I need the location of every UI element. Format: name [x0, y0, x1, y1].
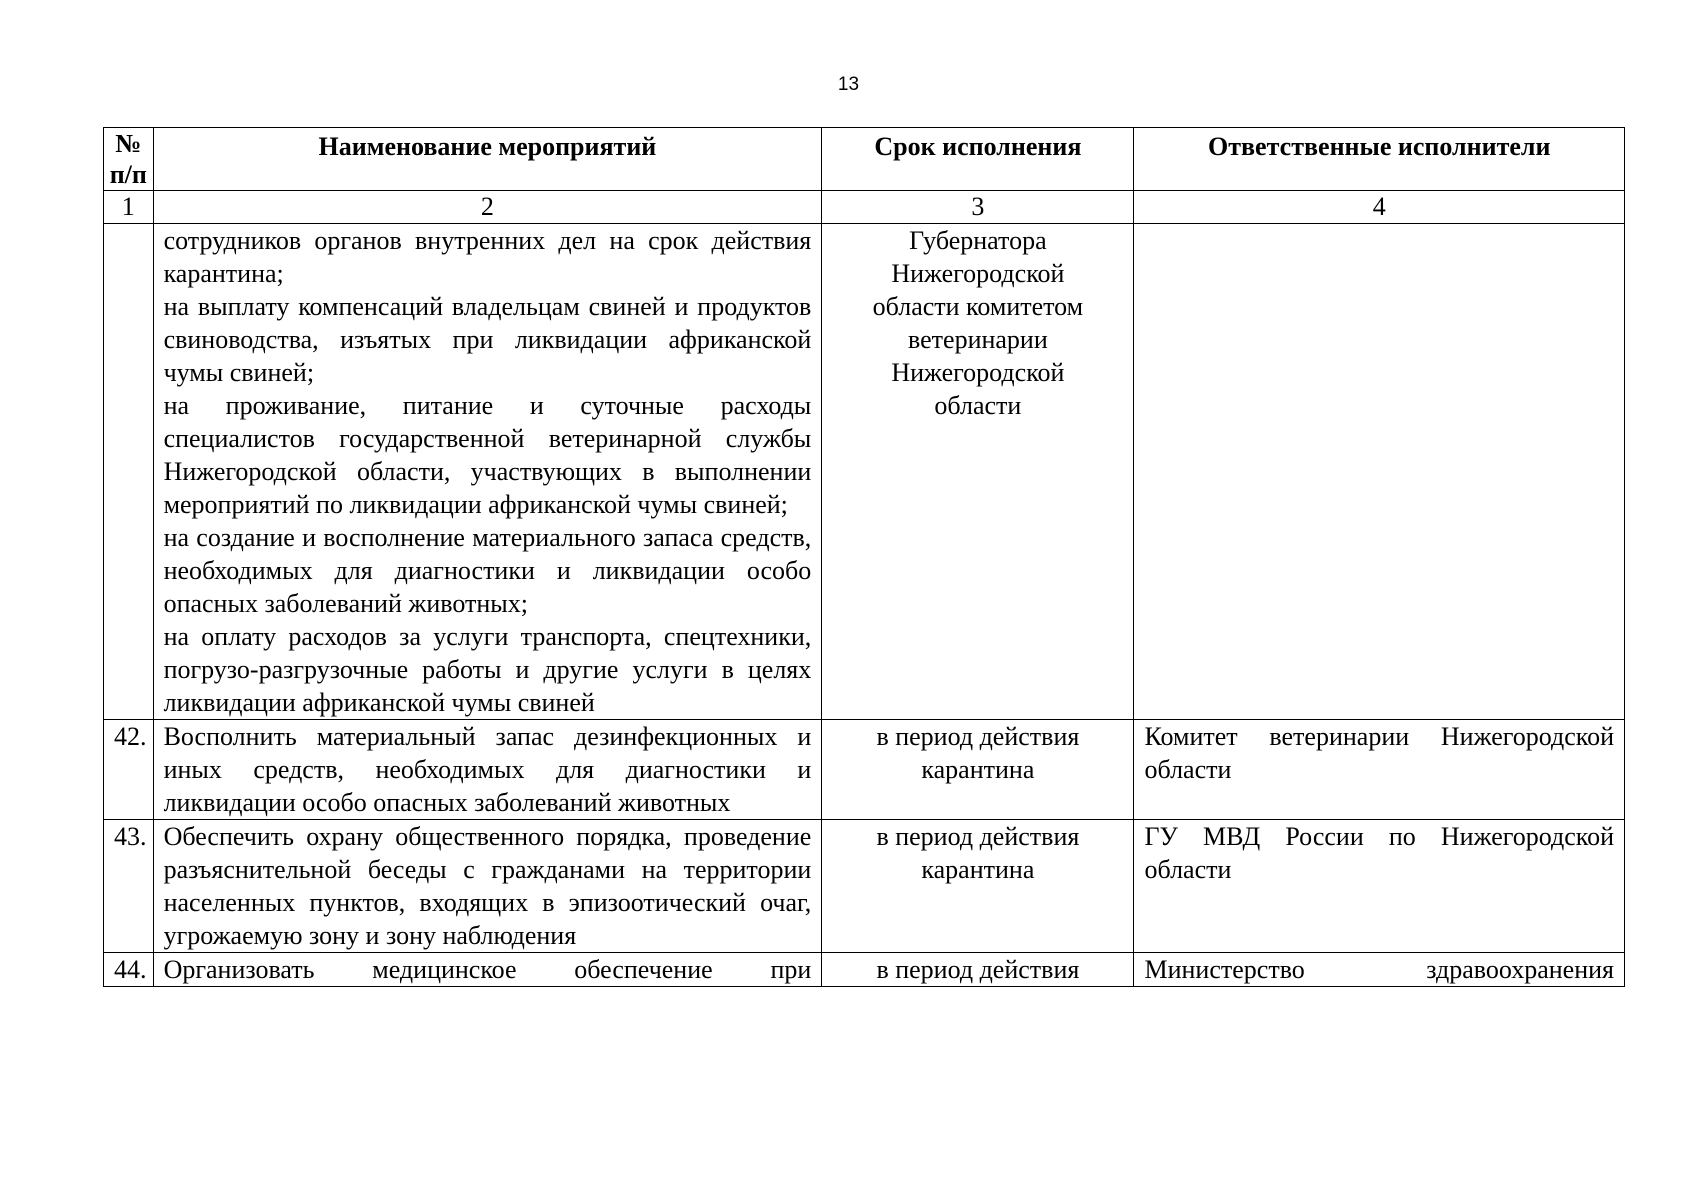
column-number: 3 — [822, 191, 1134, 224]
activity-paragraph: сотрудников органов внутренних дел на срок действия карантина; — [163, 226, 812, 288]
row-number: 42. — [104, 720, 154, 820]
row-number: 43. — [104, 820, 154, 953]
activity-name — [153, 820, 822, 953]
activity-paragraph: Обеспечить охрану общественного порядка, проведение разъяснительной беседы с гражданами на территории населенных пунктов, входящих в эпизоотический очаг, угрожаемую зону и зону наблюдения — [163, 822, 812, 950]
activity-name — [153, 224, 822, 720]
header-term: Срок исполнения — [822, 128, 1134, 191]
activity-paragraph: на оплату расходов за услуги транспорта, спецтехники, погрузо-разгрузочные работы и другие услуги в целях ликвидации африканской чумы свиней — [163, 622, 812, 717]
table-row — [104, 953, 1625, 987]
activity-term: в период действия карантина — [822, 720, 1134, 820]
activity-paragraph: Организовать медицинское обеспечение при — [163, 955, 812, 984]
row-number — [104, 224, 154, 720]
table-row — [104, 224, 1625, 720]
column-number: 2 — [153, 191, 822, 224]
activity-term: в период действия — [822, 953, 1134, 987]
activity-paragraph: на создание и восполнение материального запаса средств, необходимых для диагностики и ликвидации особо опасных заболеваний животных; — [163, 523, 812, 618]
activity-responsible: Министерство здравоохранения — [1134, 953, 1625, 987]
page-number: 13 — [837, 74, 860, 95]
activity-term: в период действия карантина — [822, 820, 1134, 953]
activity-responsible — [1134, 224, 1625, 720]
activity-term: Губернатора Нижегородской области комитетом ветеринарии Нижегородской области — [822, 224, 1134, 720]
activity-paragraph: Восполнить материальный запас дезинфекционных и иных средств, необходимых для диагностики и ликвидации особо опасных заболеваний животных — [163, 722, 812, 817]
activity-name — [153, 953, 822, 987]
activity-name — [153, 720, 822, 820]
column-numbers-row — [104, 191, 1625, 224]
activities-table — [103, 127, 1625, 987]
table-row — [104, 820, 1625, 953]
table-row — [104, 720, 1625, 820]
header-responsible: Ответственные исполнители — [1134, 128, 1625, 191]
table-header-row — [104, 128, 1625, 191]
activity-paragraph: на выплату компенсаций владельцам свиней и продуктов свиноводства, изъятых при ликвидации африканской чумы свиней; — [163, 292, 812, 387]
column-number: 1 — [104, 191, 154, 224]
activity-responsible: Комитет ветеринарии Нижегородской области — [1134, 720, 1625, 820]
activity-paragraph: на проживание, питание и суточные расходы специалистов государственной ветеринарной службы Нижегородской области, участвующих в выполнении мероприятий по ликвидации африканской чумы свиней; — [163, 391, 812, 519]
row-number: 44. — [104, 953, 154, 987]
activity-responsible: ГУ МВД России по Нижегородской области — [1134, 820, 1625, 953]
header-num: № п/п — [104, 128, 154, 191]
header-name: Наименование мероприятий — [153, 128, 822, 191]
column-number: 4 — [1134, 191, 1625, 224]
